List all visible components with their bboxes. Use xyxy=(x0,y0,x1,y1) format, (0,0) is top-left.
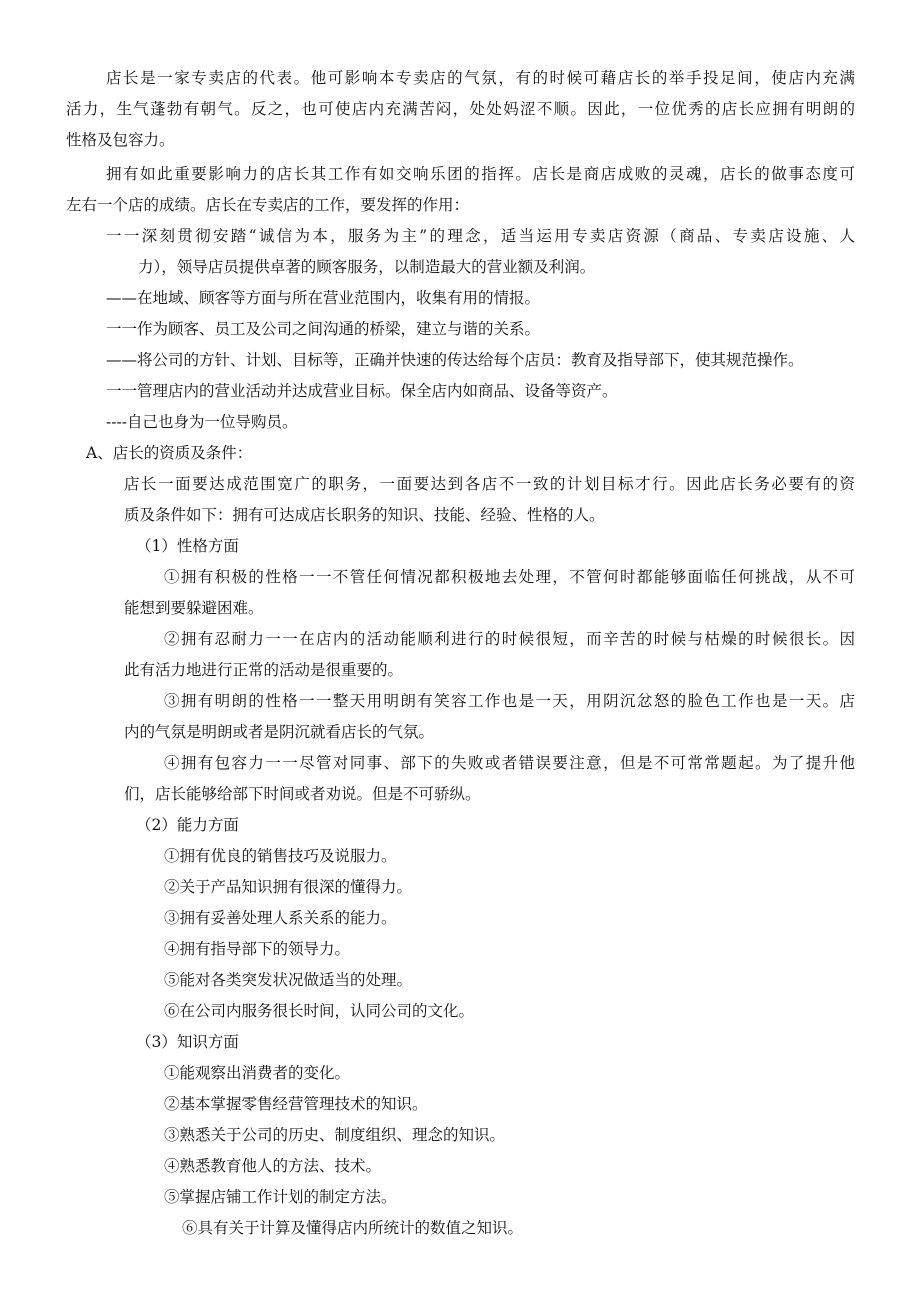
text-line: 活力，生气蓬勃有朝气。反之，也可使店内充满苦闷，处处妈涩不顺。因此，一位优秀的店长应拥有明朗的 xyxy=(66,100,855,118)
personality-item: ②拥有忍耐力一一在店内的活动能顺利进行的时候很短，而辛苦的时候与枯燥的时候很长。因 xyxy=(164,630,855,648)
text-line: 店长是一家专卖店的代表。他可影响本专卖店的气氛，有的时候可藉店长的举手投足间，使店内充满 xyxy=(106,69,855,87)
personality-item-continuation: 们，店长能够给部下时间或者劝说。但是不可骄纵。 xyxy=(124,785,481,803)
personality-item: ④拥有包容力一一尽管对同事、部下的失败或者错误要注意，但是不可常常题起。为了提升他 xyxy=(164,754,855,772)
personality-item-continuation: 内的气氛是明朗或者是阴沉就看店长的气氛。 xyxy=(124,723,435,741)
knowledge-item: ③熟悉关于公司的历史、制度组织、理念的知识。 xyxy=(164,1126,506,1144)
ability-item: ④拥有指导部下的领导力。 xyxy=(164,940,351,958)
section-heading: A、店长的资质及条件： xyxy=(86,444,253,462)
role-item: 一一深刻贯彻安踏“诚信为本，服务为主”的理念，适当运用专卖店资源（商品、专卖店设施、人 xyxy=(106,227,855,245)
role-item: ——将公司的方针、计划、目标等，正确并快速的传达给每个店员：教育及指导部下，使其规范操作。 xyxy=(106,351,804,369)
ability-item: ①拥有优良的销售技巧及说服力。 xyxy=(164,847,397,865)
personality-item-continuation: 能想到要躲避困难。 xyxy=(124,599,264,617)
ability-item: ②关于产品知识拥有很深的懂得力。 xyxy=(164,878,413,896)
text-line: 拥有如此重要影响力的店长其工作有如交响乐团的指挥。店长是商店成败的灵魂，店长的做事态度可 xyxy=(106,165,855,183)
personality-item: ①拥有积极的性格一一不管任何情况都积极地去处理，不管何时都能够面临任何挑战，从不可 xyxy=(164,568,855,586)
subsection-heading: （2）能力方面 xyxy=(136,816,239,834)
text-line: 性格及包容力。 xyxy=(66,131,175,149)
role-item: 一一管理店内的营业活动并达成营业目标。保全店内如商品、设备等资产。 xyxy=(106,382,618,400)
knowledge-item: ②基本掌握零售经营管理技术的知识。 xyxy=(164,1095,428,1113)
role-item: 一一作为顾客、员工及公司之间沟通的桥梁，建立与谐的关系。 xyxy=(106,320,541,338)
ability-item: ⑤能对各类突发状况做适当的处理。 xyxy=(164,971,413,989)
text-line: 左右一个店的成绩。店长在专卖店的工作，要发挥的作用： xyxy=(66,196,470,214)
knowledge-item: ⑥具有关于计算及懂得店内所统计的数值之知识。 xyxy=(182,1219,524,1237)
knowledge-item: ①能观察出消费者的变化。 xyxy=(164,1064,351,1082)
personality-item-continuation: 此有活力地进行正常的活动是很重要的。 xyxy=(124,661,404,679)
knowledge-item: ④熟悉教育他人的方法、技术。 xyxy=(164,1157,382,1175)
role-item: ----自己也身为一位导购员。 xyxy=(106,413,298,431)
text-line: 质及条件如下：拥有可达成店长职务的知识、技能、经验、性格的人。 xyxy=(124,506,605,524)
subsection-heading: （1）性格方面 xyxy=(136,537,239,555)
subsection-heading: （3）知识方面 xyxy=(136,1033,239,1051)
role-item-continuation: 力），领导店员提供卓著的顾客服务，以制造最大的营业额及利润。 xyxy=(138,258,596,276)
personality-item: ③拥有明朗的性格一一整天用明朗有笑容工作也是一天，用阴沉忿怒的脸色工作也是一天。店 xyxy=(164,692,855,710)
ability-item: ③拥有妥善处理人系关系的能力。 xyxy=(164,909,397,927)
ability-item: ⑥在公司内服务很长时间，认同公司的文化。 xyxy=(164,1002,475,1020)
text-line: 店长一面要达成范围宽广的职务，一面要达到各店不一致的计划目标才行。因此店长务必要有的资 xyxy=(124,475,855,493)
role-item: ——在地域、顾客等方面与所在营业范围内，收集有用的情报。 xyxy=(106,289,541,307)
knowledge-item: ⑤掌握店铺工作计划的制定方法。 xyxy=(164,1188,397,1206)
